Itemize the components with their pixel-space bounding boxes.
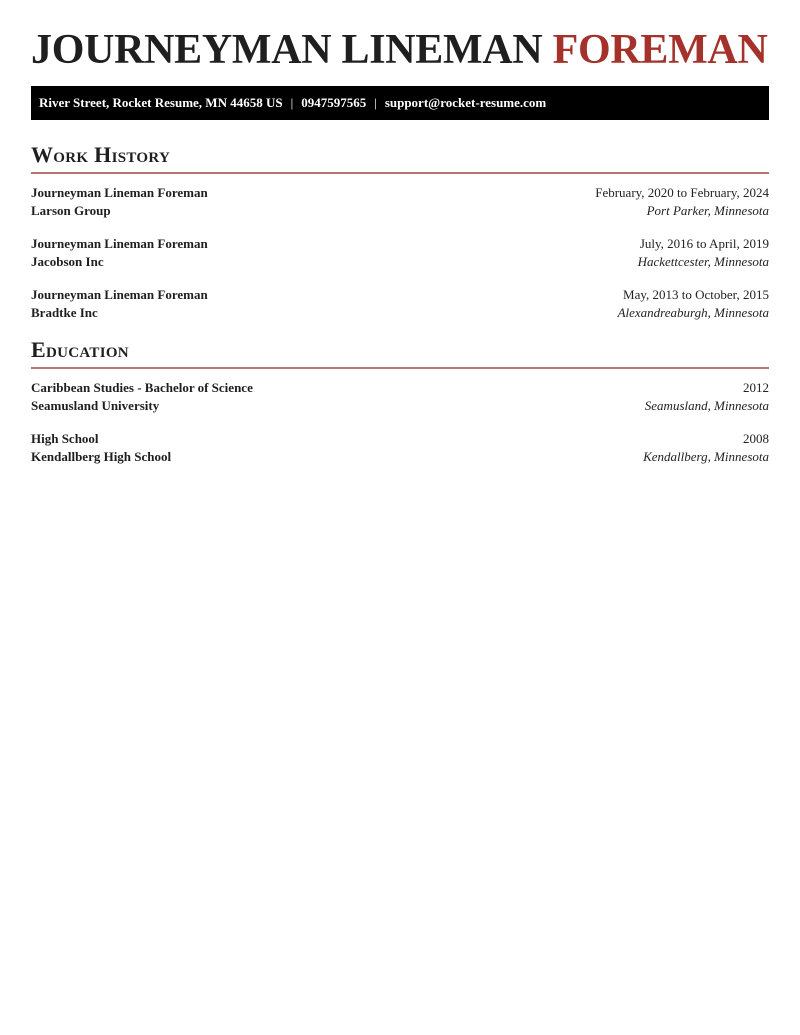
job-dates: February, 2020 to February, 2024 — [595, 185, 769, 200]
education-school: Kendallberg High School — [31, 448, 172, 464]
job-location: Alexandreaburgh, Minnesota — [617, 304, 769, 320]
work-entry — [31, 235, 769, 270]
job-dates: July, 2016 to April, 2019 — [639, 236, 769, 251]
contact-separator: | — [290, 95, 294, 110]
work-history-section — [31, 142, 769, 321]
section-divider — [31, 172, 769, 174]
education-school: Seamusland University — [31, 397, 160, 413]
title-accent: FOREMAN — [552, 27, 768, 73]
education-entry — [31, 379, 769, 414]
job-dates: May, 2013 to October, 2015 — [623, 287, 769, 302]
education-location: Seamusland, Minnesota — [644, 397, 769, 413]
work-entry — [31, 184, 769, 219]
section-title-work-history: Work History — [31, 142, 171, 167]
education-year: 2012 — [743, 380, 769, 395]
job-company: Jacobson Inc — [31, 253, 104, 269]
job-position: Journeyman Lineman Foreman — [31, 185, 208, 200]
job-location: Port Parker, Minnesota — [646, 202, 769, 218]
section-title-education: Education — [31, 337, 129, 362]
education-year: 2008 — [743, 431, 769, 446]
job-location: Hackettcester, Minnesota — [637, 253, 769, 269]
contact-separator: | — [374, 95, 377, 110]
education-entry — [31, 430, 769, 465]
education-degree: High School — [31, 431, 99, 446]
job-position: Journeyman Lineman Foreman — [31, 236, 208, 251]
job-position: Journeyman Lineman Foreman — [31, 287, 208, 302]
education-degree: Caribbean Studies - Bachelor of Science — [31, 380, 253, 395]
education-section — [31, 337, 769, 465]
job-company: Larson Group — [31, 202, 111, 218]
contact-phone: 0947597565 — [301, 95, 367, 110]
contact-bar — [31, 86, 769, 120]
title-main: JOURNEYMAN LINEMAN — [31, 27, 543, 73]
education-location: Kendallberg, Minnesota — [643, 448, 769, 464]
job-company: Bradtke Inc — [31, 304, 98, 320]
section-divider — [31, 367, 769, 369]
resume-title — [31, 28, 769, 72]
contact-address: River Street, Rocket Resume, MN 44658 US — [39, 95, 283, 110]
work-entry — [31, 286, 769, 321]
contact-email: support@rocket-resume.com — [384, 95, 547, 110]
